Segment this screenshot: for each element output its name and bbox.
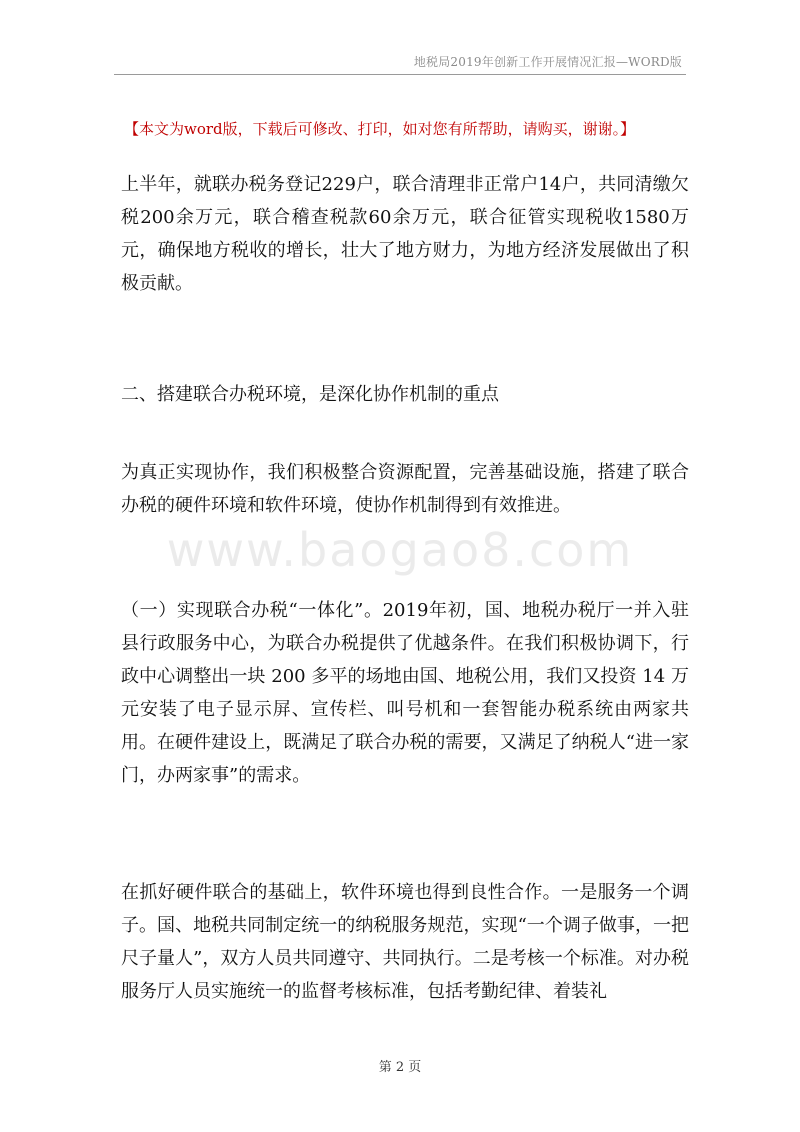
document-header-title: 地税局2019年创新工作开展情况汇报—WORD版: [413, 55, 682, 69]
watermark-text: www.baogao8.com: [166, 523, 634, 577]
body-paragraph-1: 上半年，就联办税务登记229户，联合清理非正常户14户，共同清缴欠税200余万元，联合稽查税款60余万元，联合征管实现税收1580万元，确保地方税收的增长，壮大了地方财力，为地方经济发展做出了积极贡献。: [121, 174, 689, 294]
body-paragraph-3: （一）实现联合办税“一体化”。2019年初，国、地税办税厅一并入驻县行政服务中心，为联合办税提供了优越条件。在我们积极协调下，行政中心调整出一块 200 多平的场地由国、地税公用，我们又投资 14 万元安装了电子显示屏、宣传栏、叫号机和一套智能办税系统由两家共用。在硬件建设上，既满足了联合办税的需要，又满足了纳税人“进一家门，办两家事”的需求。: [121, 600, 689, 786]
purchase-notice: 【本文为word版，下载后可修改、打印，如对您有所帮助，请购买，谢谢。】: [124, 120, 636, 138]
page-number: 第 2 页: [378, 1060, 422, 1075]
body-paragraph-4: 在抓好硬件联合的基础上，软件环境也得到良性合作。一是服务一个调子。国、地税共同制定统一的纳税服务规范，实现“一个调子做事，一把尺子量人”，双方人员共同遵守、共同执行。二是考核一个标准。对办税服务厅人员实施统一的监督考核标准，包括考勤纪律、着装礼: [121, 882, 689, 1002]
section-heading-2: 二、搭建联合办税环境，是深化协作机制的重点: [121, 384, 499, 405]
body-paragraph-2: 为真正实现协作，我们积极整合资源配置，完善基础设施，搭建了联合办税的硬件环境和软件环境，使协作机制得到有效推进。: [121, 462, 689, 516]
header-divider: [114, 74, 686, 75]
